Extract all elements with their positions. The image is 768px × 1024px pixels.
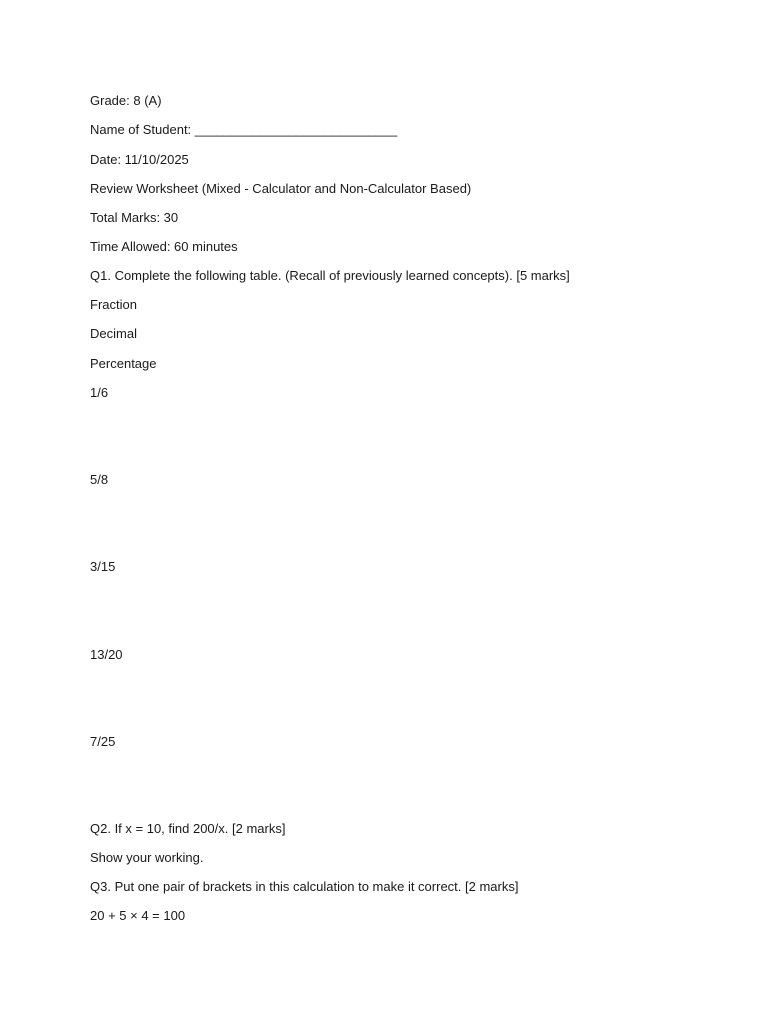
- worksheet-title: Review Worksheet (Mixed - Calculator and Non-Calculator Based): [90, 181, 472, 196]
- student-name-field: Name of Student: ____________________________: [90, 122, 398, 137]
- fraction-row-4: 13/20: [90, 647, 123, 662]
- q3-equation: 20 + 5 × 4 = 100: [90, 908, 186, 923]
- grade-text: Grade: 8 (A): [90, 93, 162, 108]
- fraction-row-2: 5/8: [90, 472, 109, 487]
- q3-prompt: Q3. Put one pair of brackets in this calculation to make it correct. [2 marks]: [90, 879, 519, 894]
- date-text: Date: 11/10/2025: [90, 152, 189, 167]
- fraction-row-3: 3/15: [90, 559, 116, 574]
- q2-prompt: Q2. If x = 10, find 200/x. [2 marks]: [90, 821, 286, 836]
- total-marks-text: Total Marks: 30: [90, 210, 179, 225]
- column-header-fraction: Fraction: [90, 297, 137, 312]
- q1-prompt: Q1. Complete the following table. (Recall of previously learned concepts). [5 marks]: [90, 268, 570, 283]
- column-header-percentage: Percentage: [90, 356, 157, 371]
- fraction-row-5: 7/25: [90, 734, 116, 749]
- q2-instruction: Show your working.: [90, 850, 204, 865]
- fraction-row-1: 1/6: [90, 385, 109, 400]
- time-allowed-text: Time Allowed: 60 minutes: [90, 239, 238, 254]
- column-header-decimal: Decimal: [90, 326, 137, 341]
